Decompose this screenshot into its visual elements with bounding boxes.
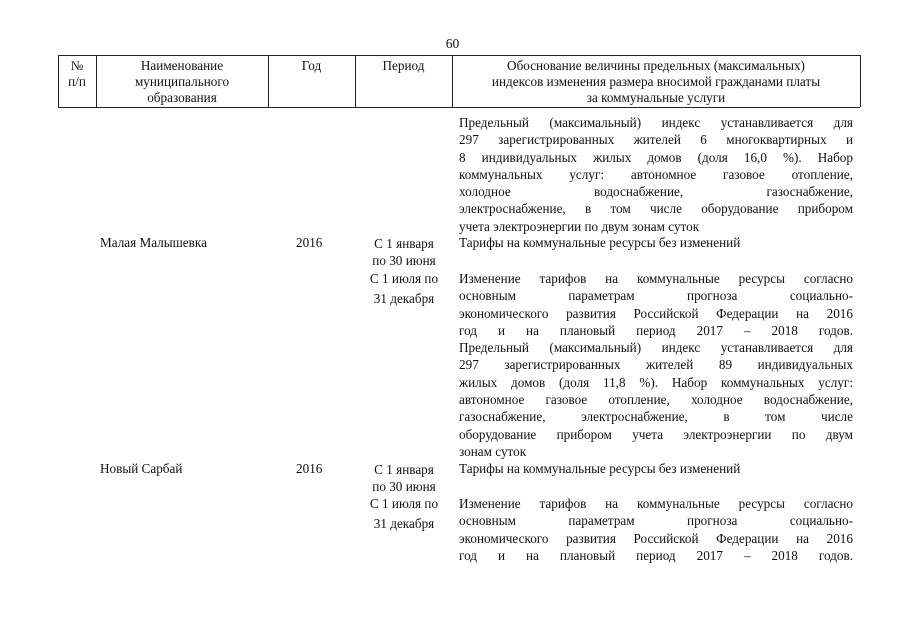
text-line: Изменение тарифов на коммунальные ресурсы согласно [459, 271, 853, 286]
text-line: оборудование прибором учета электроэнергии по двум [459, 426, 853, 442]
year-value: 2016 [296, 461, 323, 476]
text-line: 8 индивидуальных жилых домов (доля 16,0 %). Набор [459, 149, 853, 165]
municipality-name: Малая Малышевка [100, 235, 207, 250]
header-year: Год [301, 58, 322, 73]
text-line: год и на плановый период 2017 – 2018 годов. [459, 547, 853, 563]
text-line: экономического развития Российской Федерации на 2016 [459, 305, 853, 321]
period-second-half: С 1 июля по 31 декабря [369, 271, 439, 306]
text-line: электроснабжение, в том числе оборудование прибором [459, 201, 853, 217]
reason-tariff-change [459, 495, 853, 564]
text-line: год и на плановый период 2017 – 2018 годов. [459, 322, 853, 338]
page-number: 60 [445, 36, 460, 51]
text-line: основным параметрам прогноза социально- [459, 513, 853, 529]
header-justification: Обоснование величины предельных (максимальных) индексов изменения размера вносимой гражданами платы за коммунальные услуги [491, 58, 821, 105]
continuation-paragraph [459, 114, 853, 235]
text-line: 297 зарегистрированных жителей 6 многоквартирных и [459, 132, 853, 148]
header-period: Период [382, 58, 425, 73]
header-municipality: Наименование муниципального образования [134, 58, 230, 105]
text-line: жилых домов (доля 11,8 %). Набор коммунальных услуг: [459, 374, 853, 390]
reason-no-change: Тарифы на коммунальные ресурсы без изменений [459, 461, 741, 476]
text-line: холодное водоснабжение, газоснабжение, [459, 184, 853, 200]
period-second-half: С 1 июля по 31 декабря [369, 496, 439, 531]
text-line: экономического развития Российской Федерации на 2016 [459, 530, 853, 546]
table-top-border [58, 55, 860, 56]
text-line: Предельный (максимальный) индекс устанавливается для [459, 115, 853, 130]
text-line: Предельный (максимальный) индекс устанавливается для [459, 340, 853, 356]
column-divider [860, 55, 861, 107]
table-header-border [58, 107, 860, 108]
text-line: Изменение тарифов на коммунальные ресурсы согласно [459, 496, 853, 511]
text-line: 297 зарегистрированных жителей 89 индивидуальных [459, 357, 853, 373]
period-first-half: С 1 января по 30 июня [372, 462, 436, 494]
reason-tariff-change [459, 270, 853, 460]
period-first-half: С 1 января по 30 июня [372, 236, 436, 268]
text-line: автономное газовое отопление, холодное водоснабжение, [459, 392, 853, 408]
text-line: учета электроэнергии по двум зонам суток [459, 218, 700, 234]
reason-no-change: Тарифы на коммунальные ресурсы без изменений [459, 235, 741, 250]
text-line: коммунальных услуг: автономное газовое отопление, [459, 166, 853, 182]
municipality-name: Новый Сарбай [100, 461, 183, 476]
text-line: газоснабжение, электроснабжение, в том числе [459, 409, 853, 425]
header-number: № п/п [68, 58, 86, 89]
year-value: 2016 [296, 235, 323, 250]
text-line: основным параметрам прогноза социально- [459, 288, 853, 304]
text-line: зонам суток [459, 443, 527, 459]
